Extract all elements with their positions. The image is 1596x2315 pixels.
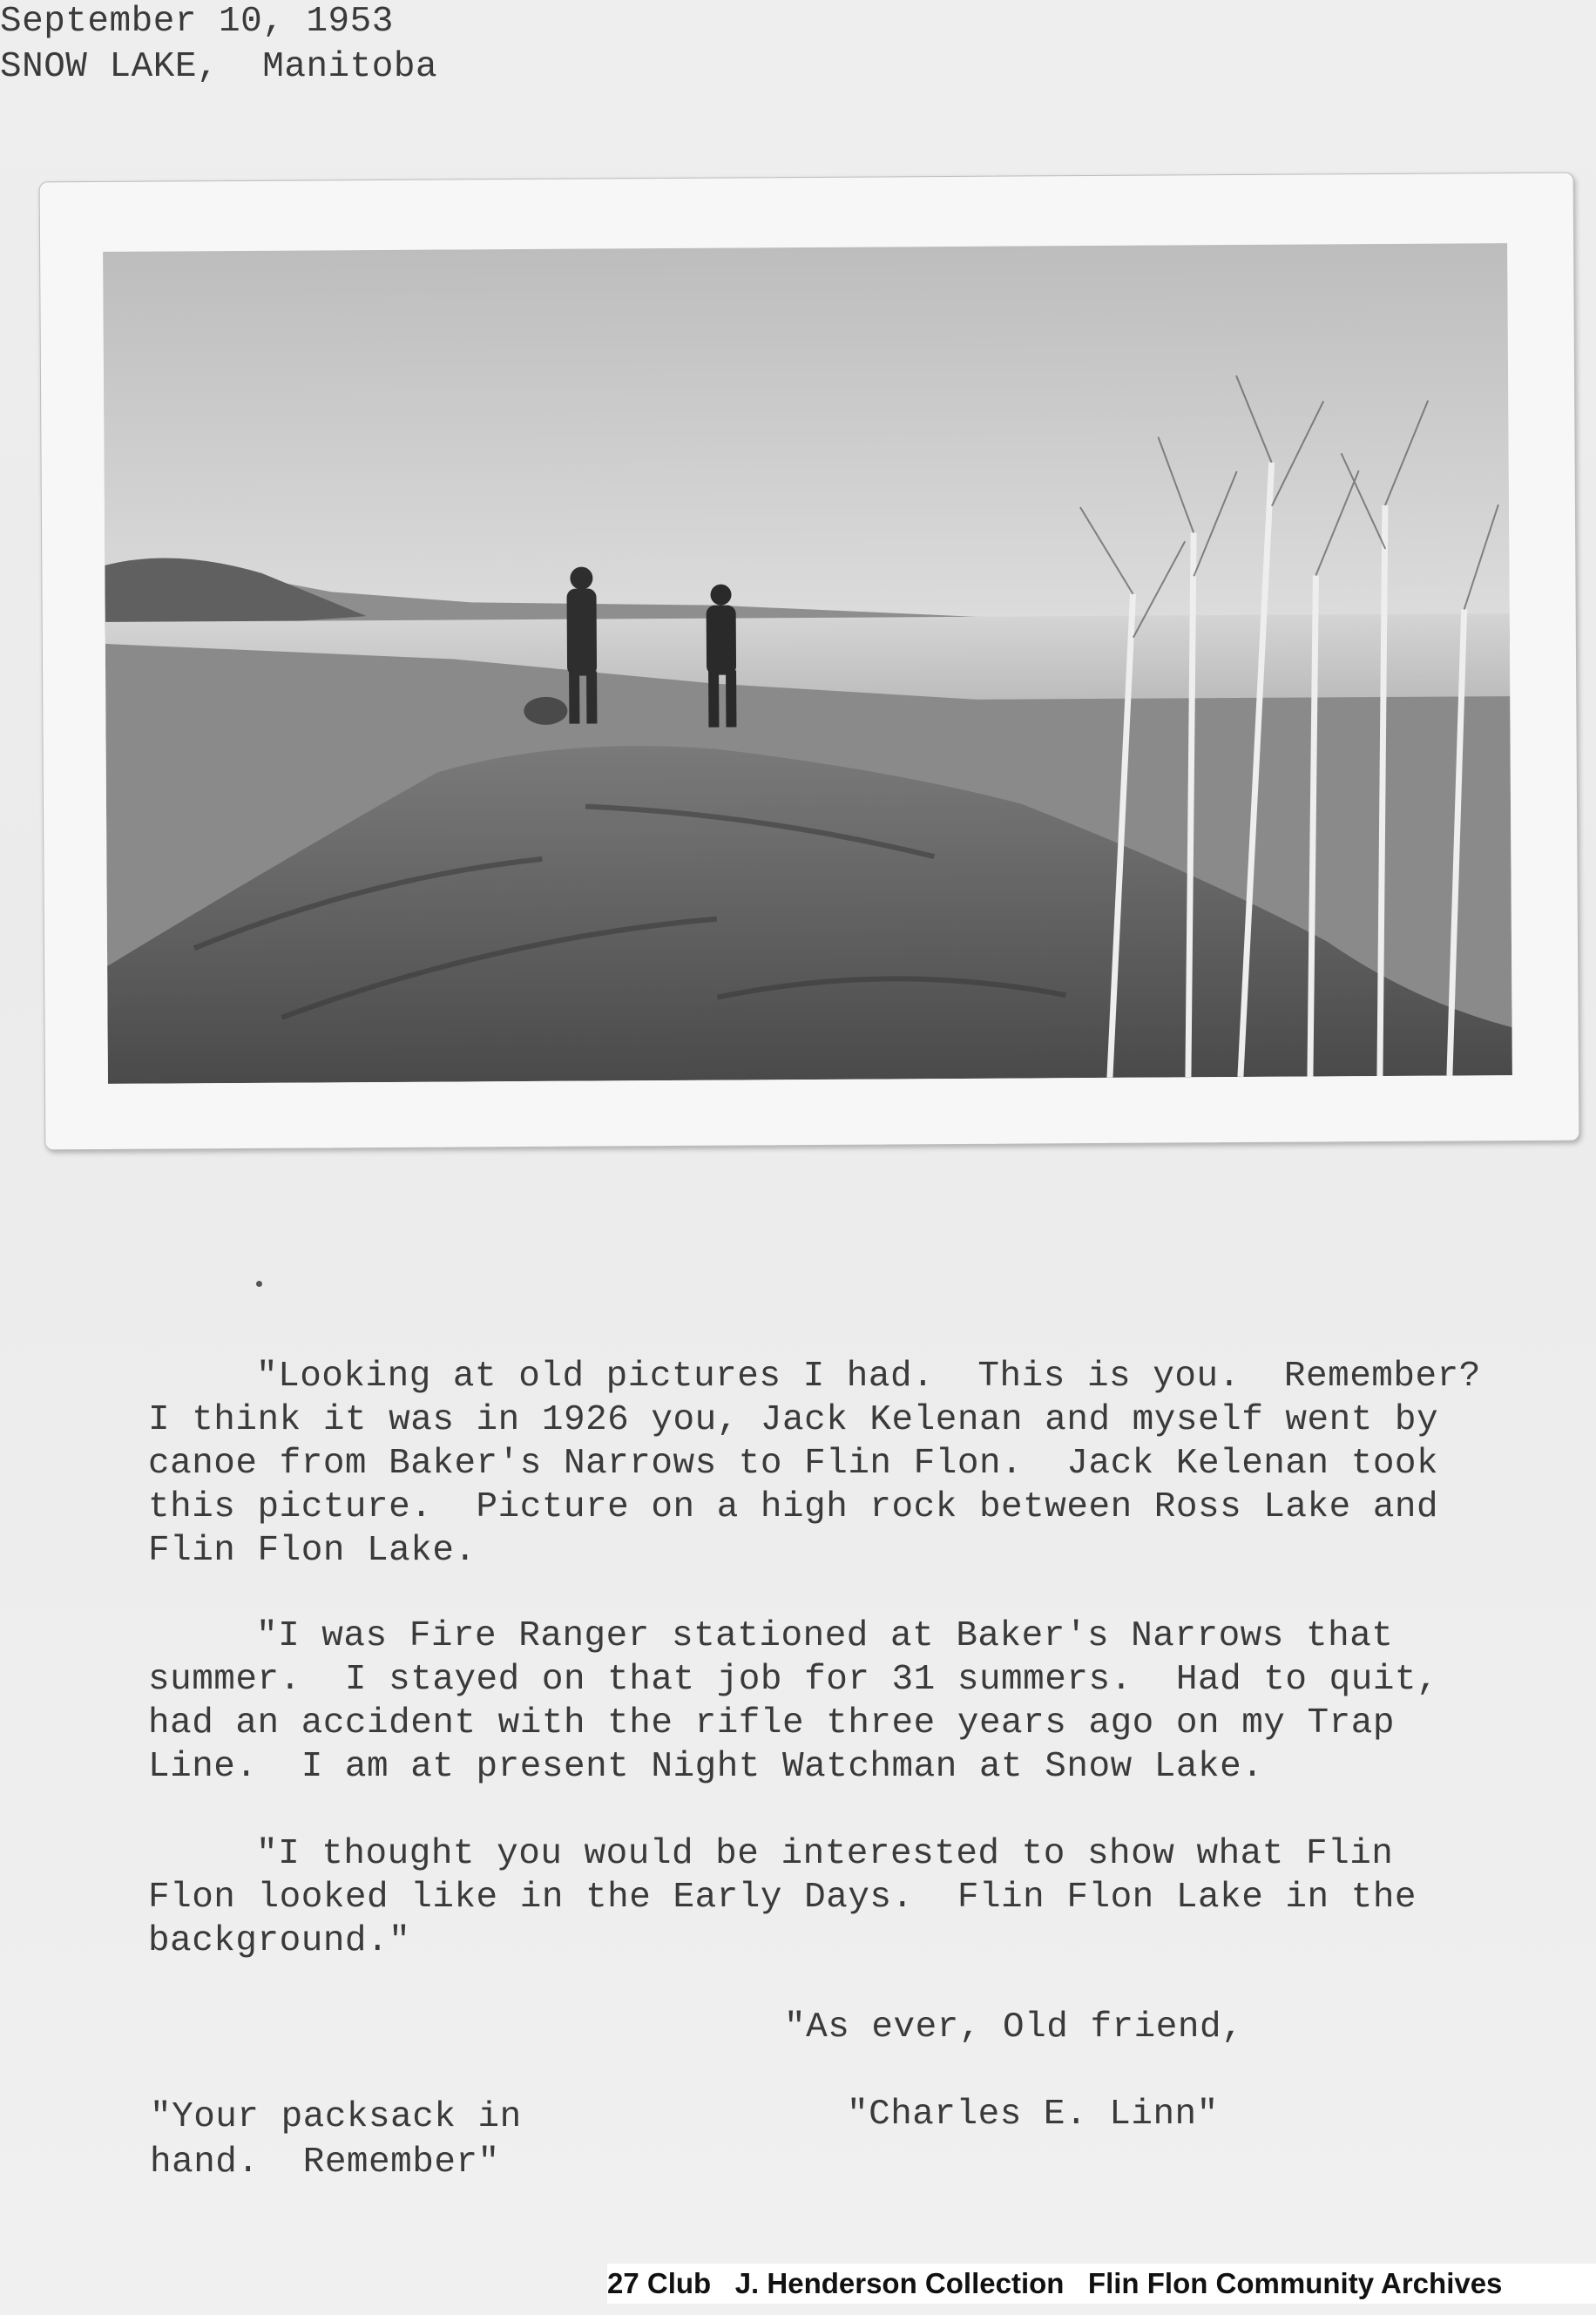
paragraph-line: Line. I am at present Night Watchman at Snow Lake. <box>148 1747 1264 1787</box>
letter-place: SNOW LAKE, Manitoba <box>0 47 438 87</box>
postscript-line: "Your packsack in <box>150 2097 522 2137</box>
paragraph-line: Flin Flon Lake. <box>148 1531 477 1571</box>
letter-closing: "As ever, Old friend, <box>784 2007 1244 2048</box>
paragraph-line: had an accident with the rifle three years ago on my Trap <box>148 1703 1395 1743</box>
paragraph-line: background." <box>148 1921 411 1961</box>
letter-signature: "Charles E. Linn" <box>847 2095 1219 2135</box>
stray-mark <box>256 1281 262 1287</box>
paragraph-line: "I thought you would be interested to show what Flin <box>256 1834 1394 1874</box>
paragraph-2 <box>148 1614 1507 1789</box>
letter-date: September 10, 1953 <box>0 2 394 42</box>
paragraph-3 <box>148 1832 1507 1963</box>
paragraph-line: Flon looked like in the Early Days. Flin Flon Lake in the <box>148 1878 1417 1918</box>
paragraph-line: this picture. Picture on a high rock between Ross Lake and <box>148 1487 1439 1527</box>
postscript-line: hand. Remember" <box>150 2142 500 2183</box>
paragraph-1 <box>148 1355 1507 1573</box>
letter-postscript <box>150 2095 522 2186</box>
paragraph-line: I think it was in 1926 you, Jack Kelenan and myself went by <box>148 1400 1439 1440</box>
paragraph-line: "I was Fire Ranger stationed at Baker's Narrows that <box>256 1616 1394 1656</box>
archive-credit: 27 Club J. Henderson Collection Flin Flon Community Archives <box>607 2264 1596 2304</box>
paragraph-line: "Looking at old pictures I had. This is you. Remember? <box>256 1357 1481 1397</box>
paragraph-line: canoe from Baker's Narrows to Flin Flon. Jack Kelenan took <box>148 1444 1439 1484</box>
paragraph-line: summer. I stayed on that job for 31 summers. Had to quit, <box>148 1660 1439 1700</box>
letter-dateline <box>0 0 1596 91</box>
